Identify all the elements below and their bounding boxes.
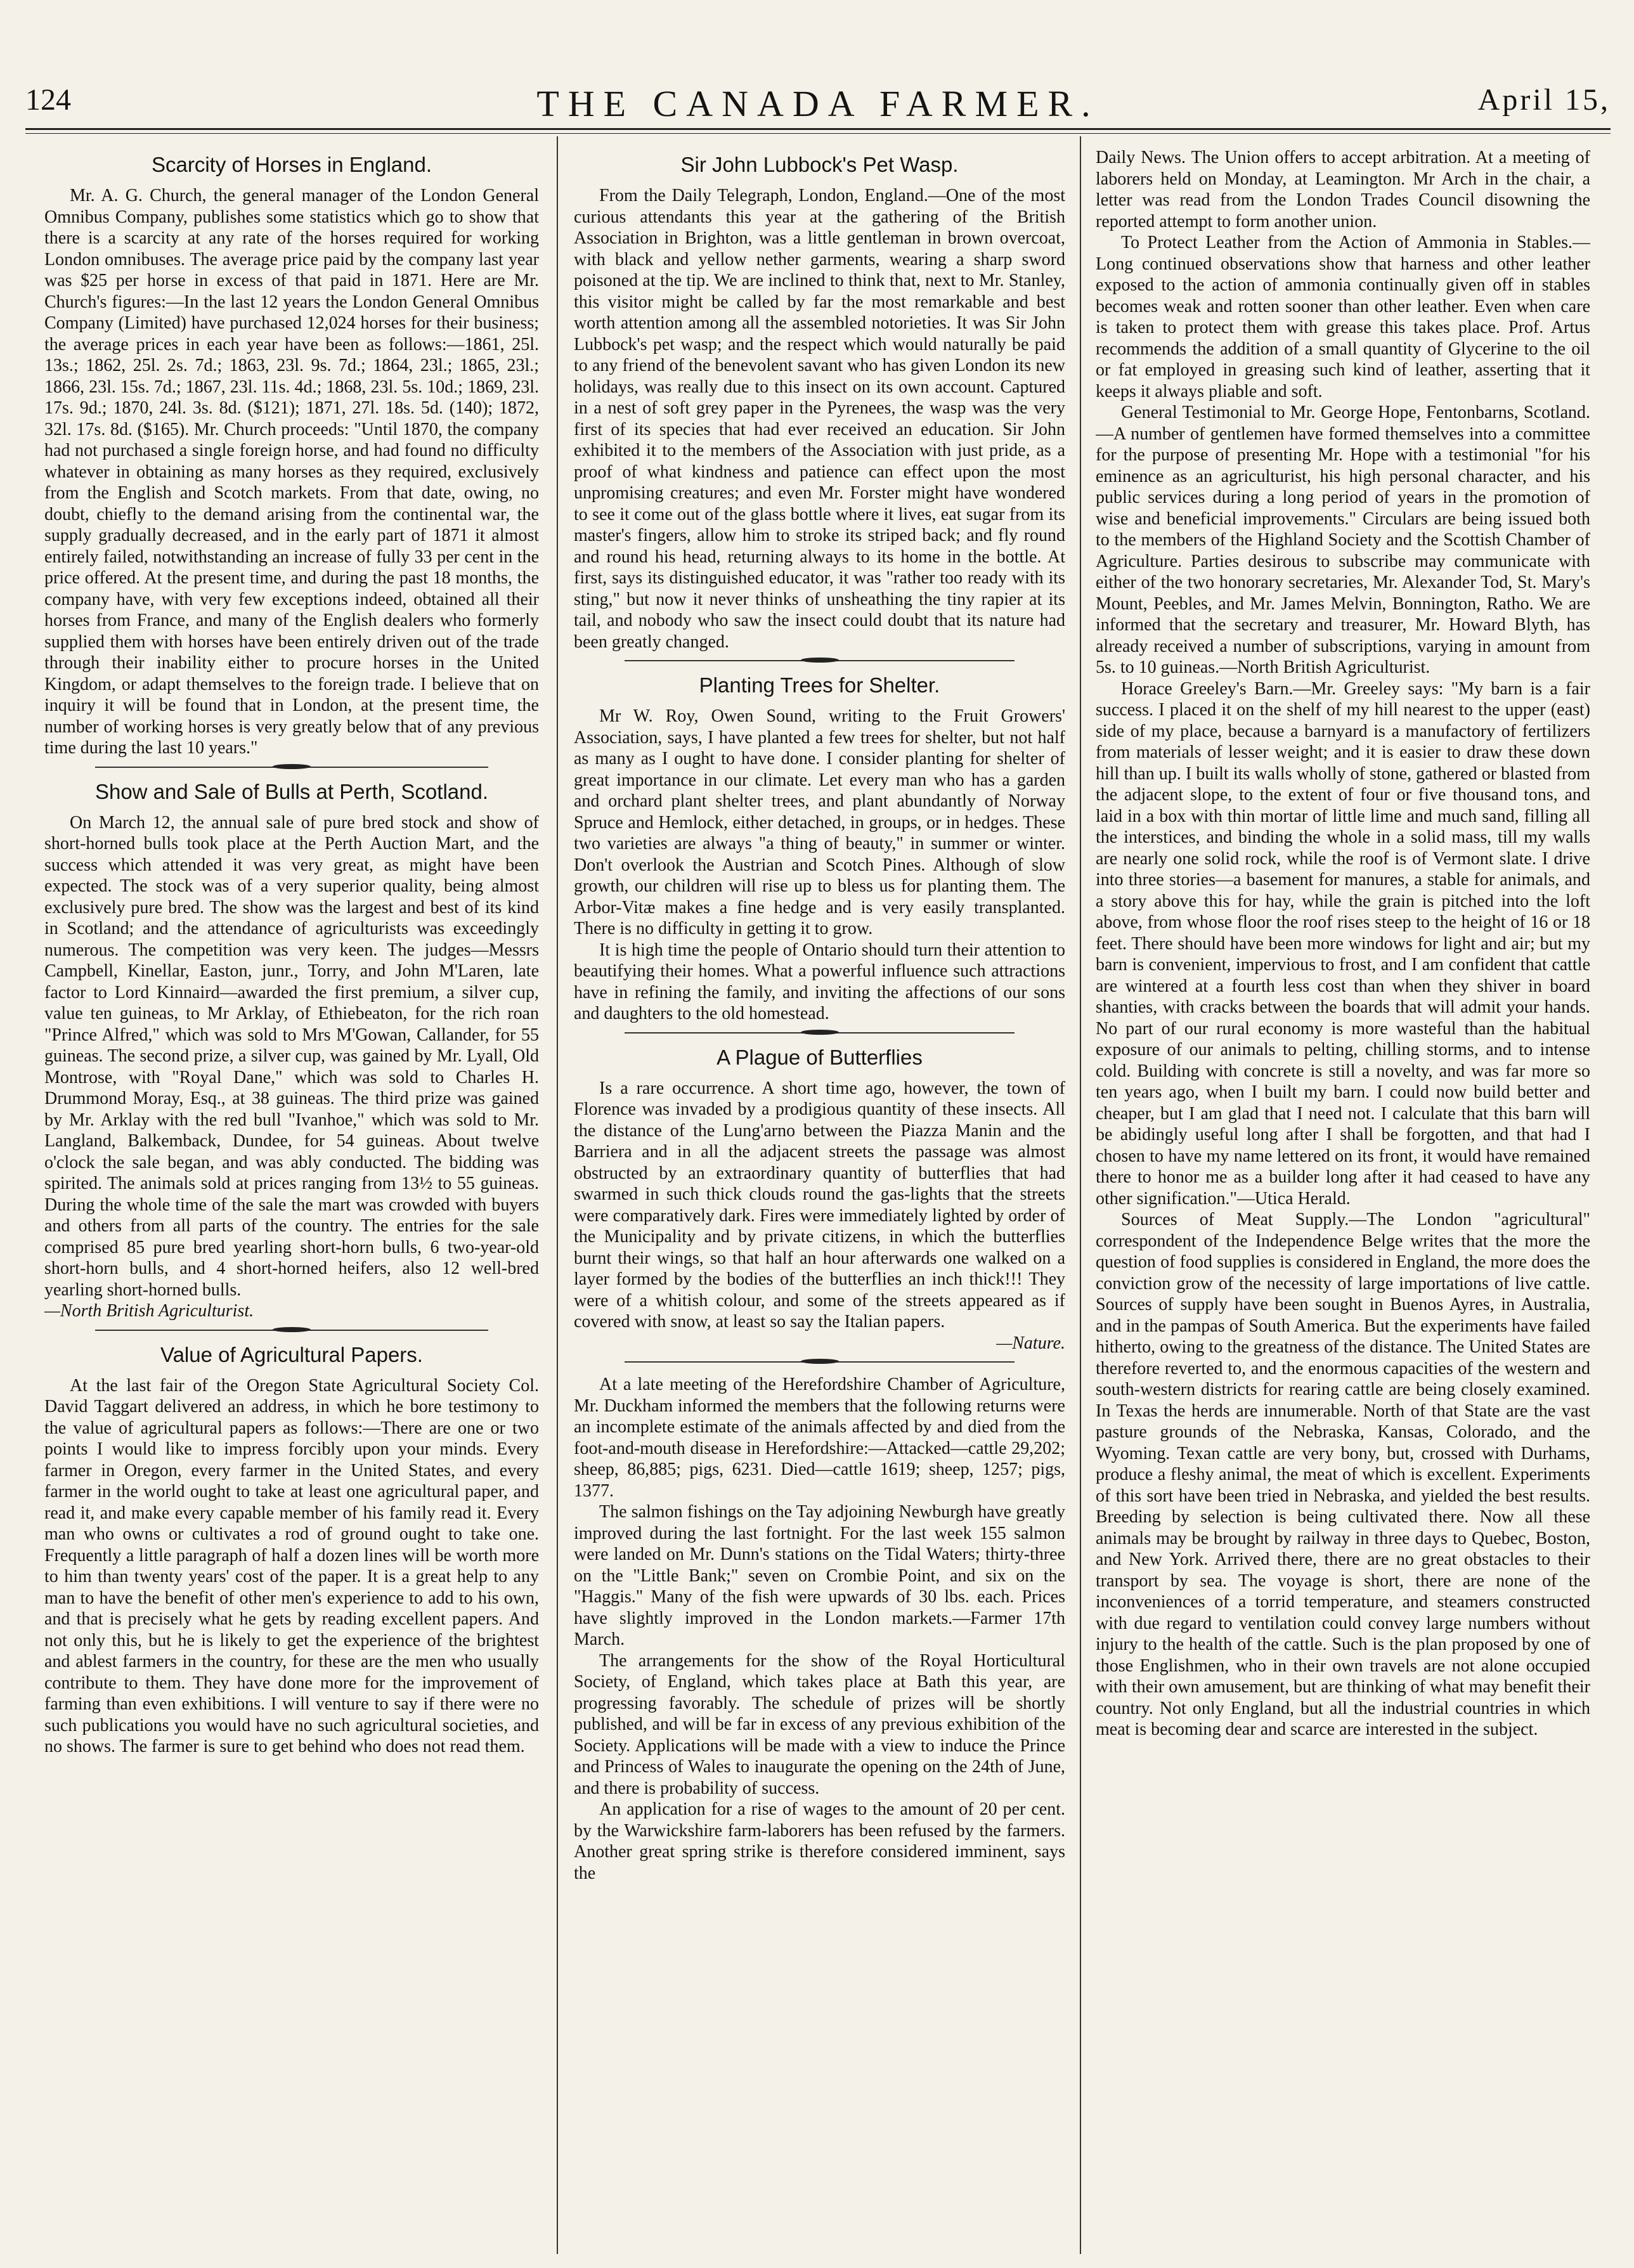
- masthead: [25, 82, 1611, 133]
- article-bulls: [44, 779, 539, 1322]
- article-horses: [44, 152, 539, 759]
- header-rule: [25, 128, 1611, 130]
- news-paragraph: The arrangements for the show of the Royal Horticultural Society, of England, which takes place at Bath this year, are progressing favorably. The schedule of prizes will be shortly published, and will be far in excess of any previous exhibition of the Society. Applications will be made with a view to induce the Prince and Princess of Wales to inaugurate the opening on the 24th of June, and there is probability of success.: [574, 1650, 1065, 1798]
- column-rule: [557, 136, 558, 2254]
- column-rule: [1080, 136, 1081, 2254]
- page-number: 124: [25, 83, 71, 117]
- news-paragraph: The salmon fishings on the Tay adjoining Newburgh have greatly improved during the last fortnight. For the last week 155 salmon were landed on Mr. Dunn's stations on the Tidal Waters; thirty-three on the "Little Bank;" seven on Crombie Point, and six on the "Haggis." Many of the fish were upwards of 30 lbs. each. Prices have slightly improved in the London markets.—Farmer 17th March.: [574, 1502, 1065, 1649]
- news-paragraph: At a late meeting of the Herefordshire Chamber of Agriculture, Mr. Duckham informed the members that the following returns were an incomplete estimate of the animals affected by and died from the foot-and-mouth disease in Herefordshire:—Attacked—cattle 29,202; sheep, 86,885; pigs, 6231. Died—cattle 1619; sheep, 1257; pigs, 1377.: [574, 1375, 1065, 1501]
- section-divider: [95, 767, 488, 774]
- section-divider: [625, 660, 1015, 668]
- article-butterflies: [574, 1045, 1065, 1354]
- article-title: A Plague of Butterflies: [716, 1045, 923, 1069]
- header-rule-thin: [25, 133, 1611, 134]
- article-source: —North British Agriculturist.: [44, 1301, 254, 1321]
- article-title: Planting Trees for Shelter.: [699, 673, 940, 697]
- news-items: [574, 1374, 1065, 1884]
- column-1: [44, 147, 539, 2252]
- news-paragraph: Sources of Meat Supply.—The London "agricultural" correspondent of the Independence Belge writes that the more the question of food supplies is considered in England, the more does the conviction grow of the necessity of large importations of live cattle. Sources of supply have been sought in Buenos Ayres, in Australia, and in the pampas of South America. But the experiments have failed hitherto, owing to the greatness of the distance. The United States are therefore reverted to, and the enormous capacities of the western and south-western districts for rearing cattle are being closely examined. In Texas the herds are innumerable. North of that State are the vast pasture grounds of the Nebraska, Kansas, Colorado, and the Wyoming. Texan cattle are very bony, but, crossed with Durhams, produce a fleshy animal, the meat of which is excellent. Experiments of this sort have been tried in Nebraska, and yielded the best results. Breeding by selection is being cultivated there. Now all these animals may be brought by railway in three days to Quebec, Boston, and New York. Arrived there, there are no great obstacles to their transport by sea. The voyage is short, there are none of the inconveniences of a torrid temperature, and steamers constructed with due regard to ventilation could convey large numbers without injury to the health of the cattle. Such is the plan proposed by one of those Englishmen, who in their own travels are not alone occupied with their own amusement, but are thinking of what may benefit their country. Not only England, but all the industrial countries in which meat is becoming dear and scarce are interested in the subject.: [1096, 1210, 1590, 1739]
- article-title: Show and Sale of Bulls at Perth, Scotland.: [94, 779, 489, 803]
- article-body: It is high time the people of Ontario should turn their attention to beautifying their homes. What a powerful influence such attractions have in refining the family, and inviting the affections of our sons and daughters to the old homestead.: [574, 940, 1065, 1023]
- news-paragraph: Daily News. The Union offers to accept arbitration. At a meeting of laborers held on Monday, at Leamington. Mr Arch in the chair, a letter was read from the London Trades Council disowning the reported attempt to form another union.: [1096, 148, 1590, 231]
- section-divider: [95, 1330, 488, 1337]
- article-wasp: [574, 152, 1065, 652]
- newspaper-title: THE CANADA FARMER.: [536, 83, 1099, 124]
- article-source: —Nature.: [996, 1333, 1065, 1353]
- column-3: [1096, 147, 1590, 2252]
- column-2: [574, 147, 1065, 2252]
- news-paragraph: To Protect Leather from the Action of Ammonia in Stables.—Long continued observations show that harness and other leather exposed to the action of ammonia continually given off in stables becomes weak and rotten sooner than other leather. Even when care is taken to protect them with grease this takes place. Prof. Artus recommends the addition of a small quantity of Glycerine to the oil or fat employed in greasing such kind of leather, asserting that it keeps it always pliable and soft.: [1096, 233, 1590, 401]
- issue-date: April 15,: [1477, 83, 1611, 117]
- news-paragraph: An application for a rise of wages to the amount of 20 per cent. by the Warwickshire farm-laborers has been refused by the farmers. Another great spring strike is therefore considered imminent, says the: [574, 1799, 1065, 1883]
- section-divider: [625, 1361, 1015, 1369]
- article-body: Mr W. Roy, Owen Sound, writing to the Fruit Growers' Association, says, I have planted a few trees for shelter, but not half as many as I ought to have done. I consider planting for shelter of great importance in our climate. Let every man who has a garden and orchard plant shelter trees, and plant abundantly of Norway Spruce and Hemlock, either detached, in groups, or in hedges. These two varieties are always "a thing of beauty," in summer or winter. Don't overlook the Austrian and Scotch Pines. Although of slow growth, our children will rise up to bless us for planting them. The Arbor-Vitæ makes a fine hedge and is very easily transplanted. There is no difficulty in getting it to grow.: [574, 706, 1065, 938]
- article-papers: [44, 1342, 539, 1758]
- article-title: Scarcity of Horses in England.: [151, 153, 432, 176]
- article-body: From the Daily Telegraph, London, England.—One of the most curious attendants this year at the gathering of the British Association in Brighton, was a little gentleman in brown overcoat, with black and yellow nether garments, wearing a sharp sword poisoned at the tip. We are inclined to think that, next to Mr. Stanley, this visitor might be called by far the most remarkable and best worth attention among all the assembled notorieties. It was Sir John Lubbock's pet wasp; and the respect which would naturally be paid to any friend of the benevolent savant who has given London its new holidays, was really due to this insect on its own account. Captured in a nest of soft grey paper in the Pyrenees, the wasp was the very first of its species that had ever received an education. Sir John exhibited it to the members of the Association with just pride, as a proof of what kindness and patience can effect upon the most unpromising creatures; and even Mr. Forster might have wondered to see it come out of the glass bottle where it lives, eat sugar from its master's fingers, allow him to stroke its striped back; and fly round and round his head, returning always to its home in the bottle. At first, says its distinguished educator, it was "rather too ready with its sting," but now it never thinks of unsheathing the tiny rapier at its tail, and nobody who saw the insect could doubt that its nature had been greatly changed.: [574, 186, 1065, 652]
- article-title: Sir John Lubbock's Pet Wasp.: [680, 153, 959, 176]
- article-trees: [574, 673, 1065, 1025]
- article-body: Is a rare occurrence. A short time ago, however, the town of Florence was invaded by a prodigious quantity of these insects. All the distance of the Lung'arno between the Piazza Manin and the Barriera and in all the adjacent streets the passage was almost obstructed by an extraordinary quantity of butterflies that had swarmed in such thick clouds round the gas-lights that the streets were comparatively dark. Fires were immediately lighted by order of the Municipality and by private citizens, in which the butterflies burnt their wings, so that half an hour afterwards one walked on a layer formed by the bodies of the butterflies an inch thick!!! They were of a whitish colour, and some of the streets appeared as if covered with snow, at least so say the Italian papers.: [574, 1078, 1065, 1332]
- section-divider: [625, 1032, 1015, 1040]
- news-paragraph: Horace Greeley's Barn.—Mr. Greeley says: "My barn is a fair success. I placed it on the shelf of my hill nearest to the upper (east) side of my place, because a barnyard is a manufactory of fertilizers from materials of lesser weight; and it is easier to draw these down hill than up. I built its walls wholly of stone, gathered or blasted from the adjacent slope, to the extent of four or five thousand tons, and laid in a box with thin mortar of little lime and much sand, filling all the interstices, and binding the whole in a solid mass, till my walls are nearly one solid rock, while the roof is of Vermont slate. I drive into three stories—a basement for manures, a stable for animals, and a story above this for hay, while the grain is pitched into the loft above, from whose floor the roof rises steep to the height of 16 or 18 feet. There should have been more windows for light and air; but my barn is convenient, impervious to frost, and I am confident that cattle are wintered at a fourth less cost than when they shiver in board shanties, with cracks between the boards that will admit your hands. No part of our rural economy is more wasteful than the habitual exposure of our animals to pelting, chilling storms, and to intense cold. Building with concrete is still a novelty, and was far more so ten years ago, when I built my barn. I could now build better and cheaper, but I am glad that I need not. I calculate that this barn will be abidingly useful long after I shall be forgotten, and that had I chosen to have my name lettered on its front, it would have remained there to honor me as a builder long after it had ceased to have any other signification."—Utica Herald.: [1096, 678, 1590, 1209]
- article-body: Mr. A. G. Church, the general manager of the London General Omnibus Company, publishes some statistics which go to show that there is a scarcity at any rate of the horses required for working London omnibuses. The average price paid by the company last year was $25 per horse in excess of that paid in 1871. Here are Mr. Church's figures:—In the last 12 years the London General Omnibus Company (Limited) have purchased 12,024 horses for their business; the average prices in each year have been as follows:—1861, 25l. 13s.; 1862, 25l. 2s. 7d.; 1863, 23l. 9s. 7d.; 1864, 23l.; 1865, 23l.; 1866, 23l. 15s. 7d.; 1867, 23l. 11s. 4d.; 1868, 23l. 5s. 10d.; 1869, 23l. 17s. 9d.; 1870, 24l. 3s. 8d. ($121); 1871, 27l. 18s. 5d. (140); 1872, 32l. 17s. 8d. ($165). Mr. Church proceeds: "Until 1870, the company had not purchased a single foreign horse, and had found no difficulty whatever in obtaining as many horses as they required, exclusively from the English and Scotch markets. From that date, owing, no doubt, chiefly to the demand arising from the continental war, the supply gradually decreased, and in the early part of 1871 it almost entirely failed, notwithstanding an increase of fully 33 per cent in the price offered. At the present time, and during the past 18 months, the company have, with very few exceptions indeed, obtained all their horses from France, and many of the English dealers who formerly supplied them with horses have been entirely driven out of the trade through their inability either to procure horses in the United Kingdom, or adapt themselves to the foreign trade. I believe that on inquiry it will be found that in London, at the present time, the number of working horses is very greatly below that of any previous time during the last 10 years.": [44, 186, 539, 758]
- news-paragraph: General Testimonial to Mr. George Hope, Fentonbarns, Scotland.—A number of gentlemen have formed themselves into a committee for the purpose of presenting Mr. Hope with a testimonial "for his eminence as an agriculturist, his high personal character, and his public services during a long period of years in the promotion of wise and beneficial improvements." Circulars are being issued both to the members of the Highland Society and the Scottish Chamber of Agriculture. Parties desirous to subscribe may communicate with either of the two honorary secretaries, Mr. Alexander Tod, St. Mary's Mount, Peebles, and Mr. James Melvin, Bonnington, Ratho. We are informed that the secretary and treasurer, Mr. Howard Blyth, has already received a number of subscriptions, varying in amount from 5s. to 10 guineas.—North British Agriculturist.: [1096, 403, 1590, 677]
- article-body: On March 12, the annual sale of pure bred stock and show of short-horned bulls took place at the Perth Auction Mart, and the success which attended it was very great, as might have been expected. The stock was of a very superior quality, being almost exclusively pure bred. The show was the largest and best of its kind in Scotland; and the attendance of agriculturists was exceedingly numerous. The competition was very keen. The judges—Messrs Campbell, Kinellar, Easton, junr., Torry, and John M'Laren, late factor to Lord Kinnaird—awarded the first premium, a silver cup, value ten guineas, to Mr Arklay, of Ethiebeaton, for the rich roan "Prince Alfred," which was sold to Mrs M'Gowan, Callander, for 55 guineas. The second prize, a silver cup, was gained by Mr. Lyall, Old Montrose, with "Royal Dane," which was sold to Charles H. Drummond Moray, Esq., at 38 guineas. The third prize was gained by Mr. Arklay with the red bull "Ivanhoe," which was sold to Mr. Langland, Balkemback, Dundee, for 54 guineas. About twelve o'clock the sale began, and was ably conducted. The bidding was spirited. The animals sold at prices ranging from 13½ to 55 guineas. During the whole time of the sale the mart was crowded with buyers and others from all parts of the country. The entries for the sale comprised 85 pure bred yearling short-horn bulls, 6 two-year-old short-horn bulls, and 4 short-horned heifers, also 12 well-bred yearling short-horned bulls.: [44, 812, 539, 1300]
- article-title: Value of Agricultural Papers.: [160, 1342, 423, 1366]
- article-body: At the last fair of the Oregon State Agricultural Society Col. David Taggart delivered an address, in which he bore testimony to the value of agricultural papers as follows:—There are one or two points I would like to impress forcibly upon your minds. Every farmer in Oregon, every farmer in the United States, and every farmer in the world ought to take at least one agricultural paper, and read it, and make every capable member of his family read it. Every man who owns or cultivates a rod of ground ought to take one. Frequently a little paragraph of half a dozen lines will be worth more to him than twenty years' cost of the paper. It is a great help to any man to have the benefit of other men's experience to add to his own, and that is precisely what he gets by reading excellent papers. And not only this, but he is likely to get the experience of the brightest and ablest farmers in the country, for these are the men who usually contribute to them. They have done more for the improvement of farming than even exhibitions. I will venture to say if there were no such publications you would have no such agricultural societies, and no shows. The farmer is sure to get behind who does not read them.: [44, 1375, 539, 1756]
- news-items: [1096, 147, 1590, 1740]
